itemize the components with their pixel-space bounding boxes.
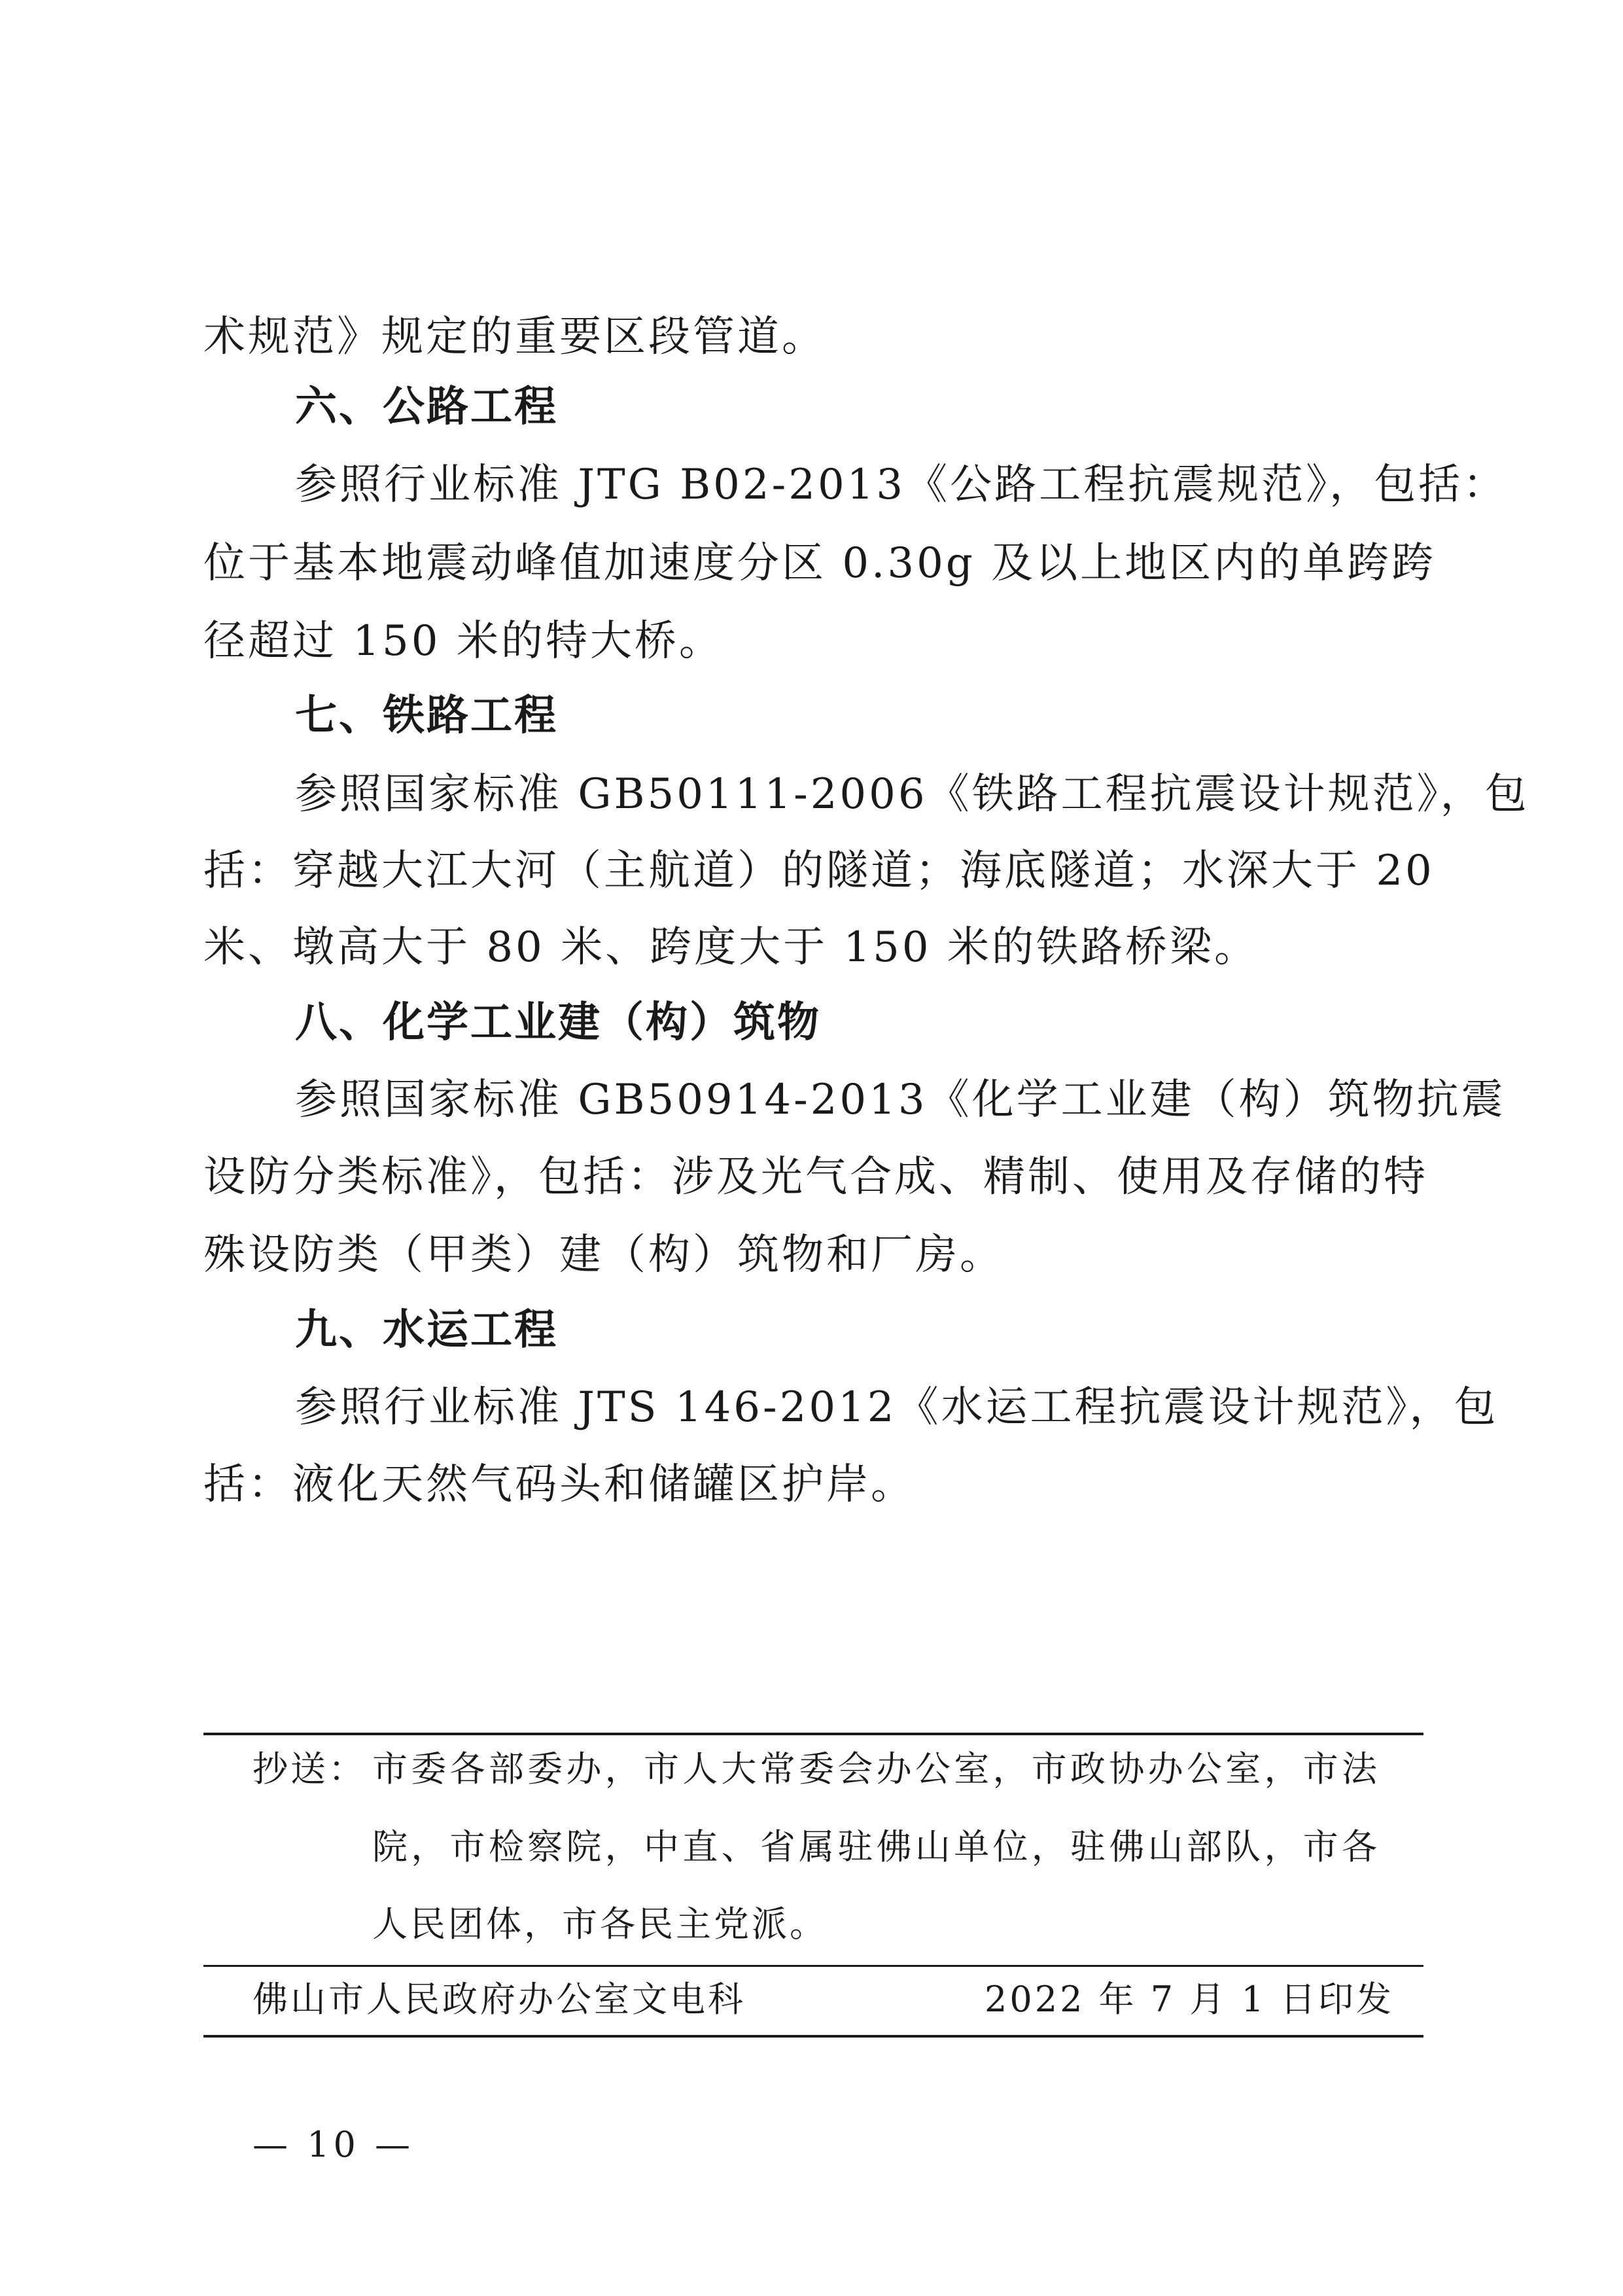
issue-date: 2022 年 7 月 1 日印发 [985, 1979, 1394, 2020]
divider-top [203, 1733, 1423, 1735]
section-heading-railway: 七、铁路工程 [295, 692, 558, 740]
distribution-line: 人民团体，市各民主党派。 [372, 1903, 828, 1945]
paragraph-line: 参照行业标准 JTG B02-2013《公路工程抗震规范》，包括： [295, 461, 1508, 509]
divider-bottom [203, 2035, 1423, 2038]
paragraph-line: 括：液化天然气码头和储罐区护岸。 [203, 1460, 915, 1509]
paragraph-line: 参照国家标准 GB50914-2013《化学工业建（构）筑物抗震 [295, 1076, 1506, 1124]
distribution-line: 院，市检察院，中直、省属驻佛山单位，驻佛山部队，市各 [372, 1826, 1380, 1867]
paragraph-line: 设防分类标准》，包括：涉及光气合成、精制、使用及存储的特 [203, 1153, 1428, 1201]
section-heading-chemical: 八、化学工业建（构）筑物 [295, 998, 821, 1047]
paragraph-line: 参照行业标准 JTS 146-2012《水运工程抗震设计规范》，包 [295, 1383, 1499, 1432]
issuing-office: 佛山市人民政府办公室文电科 [253, 1979, 746, 2020]
paragraph-continuation: 术规范》规定的重要区段管道。 [203, 313, 826, 361]
section-heading-waterway: 九、水运工程 [295, 1306, 558, 1354]
paragraph-line: 括：穿越大江大河（主航道）的隧道；海底隧道；水深大于 20 [203, 847, 1435, 895]
section-heading-highway: 六、公路工程 [295, 383, 558, 431]
paragraph-line: 位于基本地震动峰值加速度分区 0.30g 及以上地区内的单跨跨 [203, 539, 1437, 588]
paragraph-line: 米、墩高大于 80 米、跨度大于 150 米的铁路桥梁。 [203, 923, 1259, 972]
distribution-label: 抄送： [253, 1748, 366, 1790]
paragraph-line: 殊设防类（甲类）建（构）筑物和厂房。 [203, 1231, 1004, 1279]
paragraph-line: 参照国家标准 GB50111-2006《铁路工程抗震设计规范》，包 [295, 770, 1529, 819]
page-number: — 10 — [253, 2124, 415, 2165]
paragraph-line: 径超过 150 米的特大桥。 [203, 617, 724, 665]
divider-middle [203, 1965, 1423, 1967]
distribution-line: 市委各部委办，市人大常委会办公室，市政协办公室，市法 [372, 1748, 1380, 1790]
